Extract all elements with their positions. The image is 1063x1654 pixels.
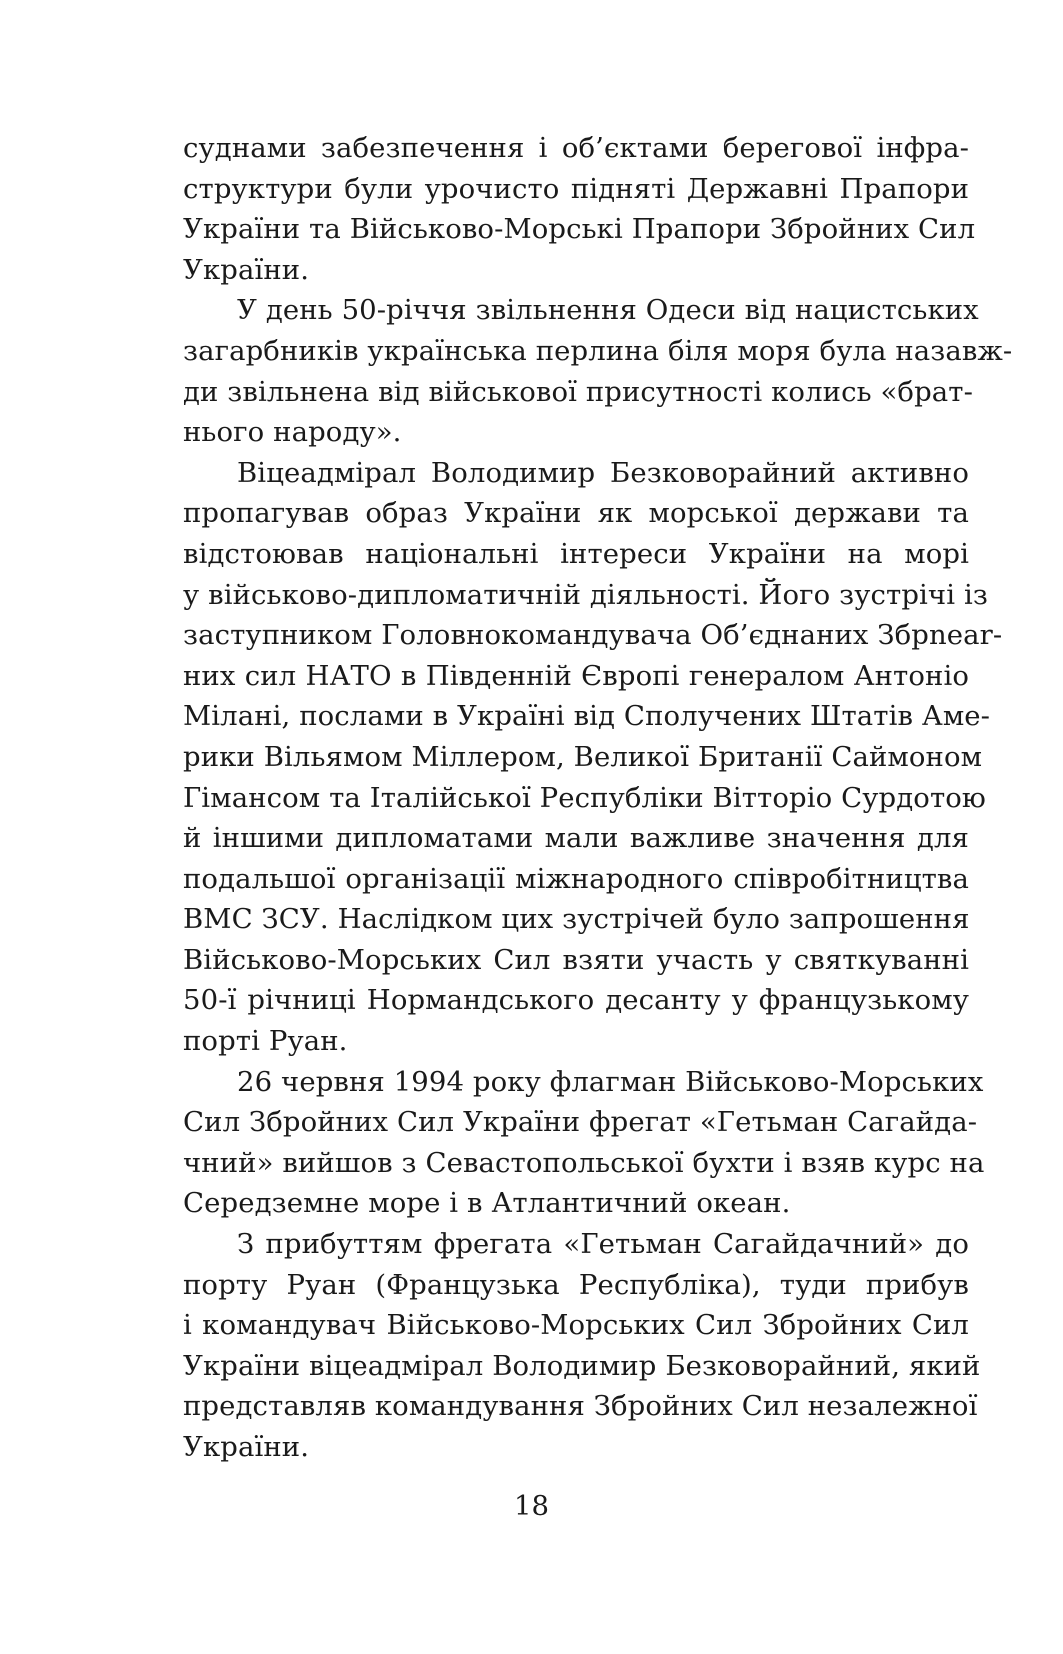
text-line: пропагував образ України як морської держави та xyxy=(183,497,969,530)
text-line: порту Руан (Французька Республіка), туди прибув xyxy=(183,1268,969,1301)
paragraph-5 xyxy=(183,1224,981,1468)
text-line: у військово-дипломатичній діяльності. Його зустрічі із xyxy=(183,578,988,611)
paragraph-4 xyxy=(183,1062,985,1224)
text-line: загарбників українська перлина біля моря була назавж- xyxy=(183,334,1013,367)
text-line: й іншими дипломатами мали важливе значення для xyxy=(183,822,969,855)
text-line: 50-ї річниці Нормандського десанту у французькому xyxy=(183,984,969,1017)
text-line: чний» вийшов з Севастопольської бухти і взяв курс на xyxy=(183,1146,985,1179)
text-line: Віцеадмірал Володимир Безковорайний активно xyxy=(237,456,969,489)
text-line: Мілані, послами в Україні від Сполучених Штатів Аме- xyxy=(183,700,991,733)
text-line: 26 червня 1994 року флагман Військово-Морських xyxy=(237,1065,984,1098)
text-line: України та Військово-Морські Прапори Збройних Сил xyxy=(183,213,976,246)
text-line: ВМС ЗСУ. Наслідком цих зустрічей було запрошення xyxy=(183,903,970,936)
text-line: Сил Збройних Сил України фрегат «Гетьман Сагайда- xyxy=(183,1106,978,1139)
text-line: Середземне море і в Атлантичний океан. xyxy=(183,1187,791,1220)
text-line: України віцеадмірал Володимир Безковорайний, який xyxy=(183,1349,981,1382)
text-line: нього народу». xyxy=(183,416,402,449)
paragraph-3 xyxy=(183,453,1003,1062)
text-line: ди звільнена від військової присутності колись «брат- xyxy=(183,375,973,408)
text-line: заступником Головнокомандувача Об’єднаних Збрnear- xyxy=(183,619,1003,652)
text-line: структури були урочисто підняті Державні Прапори xyxy=(183,172,969,205)
text-line: них сил НАТО в Південній Європі генералом Антоніо xyxy=(183,659,969,692)
text-line: і командувач Військово-Морських Сил Збройних Сил xyxy=(183,1309,969,1342)
text-line: подальшої організації міжнародного співробітництва xyxy=(183,862,969,895)
text-line: рики Вільямом Міллером, Великої Британії Саймоном xyxy=(183,740,983,773)
text-line: порті Руан. xyxy=(183,1025,348,1058)
text-line: суднами забезпечення і об’єктами берегової інфра- xyxy=(183,132,969,164)
paragraph-2 xyxy=(183,290,1013,452)
text-line: представляв командування Збройних Сил незалежної xyxy=(183,1390,978,1423)
text-line: відстоював національні інтереси України на морі xyxy=(183,537,969,570)
text-line: України. xyxy=(183,1431,310,1463)
page-number: 18 xyxy=(514,1490,549,1522)
text-line: У день 50-річчя звільнення Одеси від нацистських xyxy=(237,294,979,327)
body-text xyxy=(183,128,1013,1468)
text-line: З прибуттям фрегата «Гетьман Сагайдачний» до xyxy=(237,1228,969,1261)
paragraph-1 xyxy=(183,128,976,290)
text-line: України. xyxy=(183,253,310,286)
text-line: Військово-Морських Сил взяти участь у святкуванні xyxy=(183,943,969,976)
text-line: Гімансом та Італійської Республіки Вітторіо Сурдотою xyxy=(183,781,986,814)
